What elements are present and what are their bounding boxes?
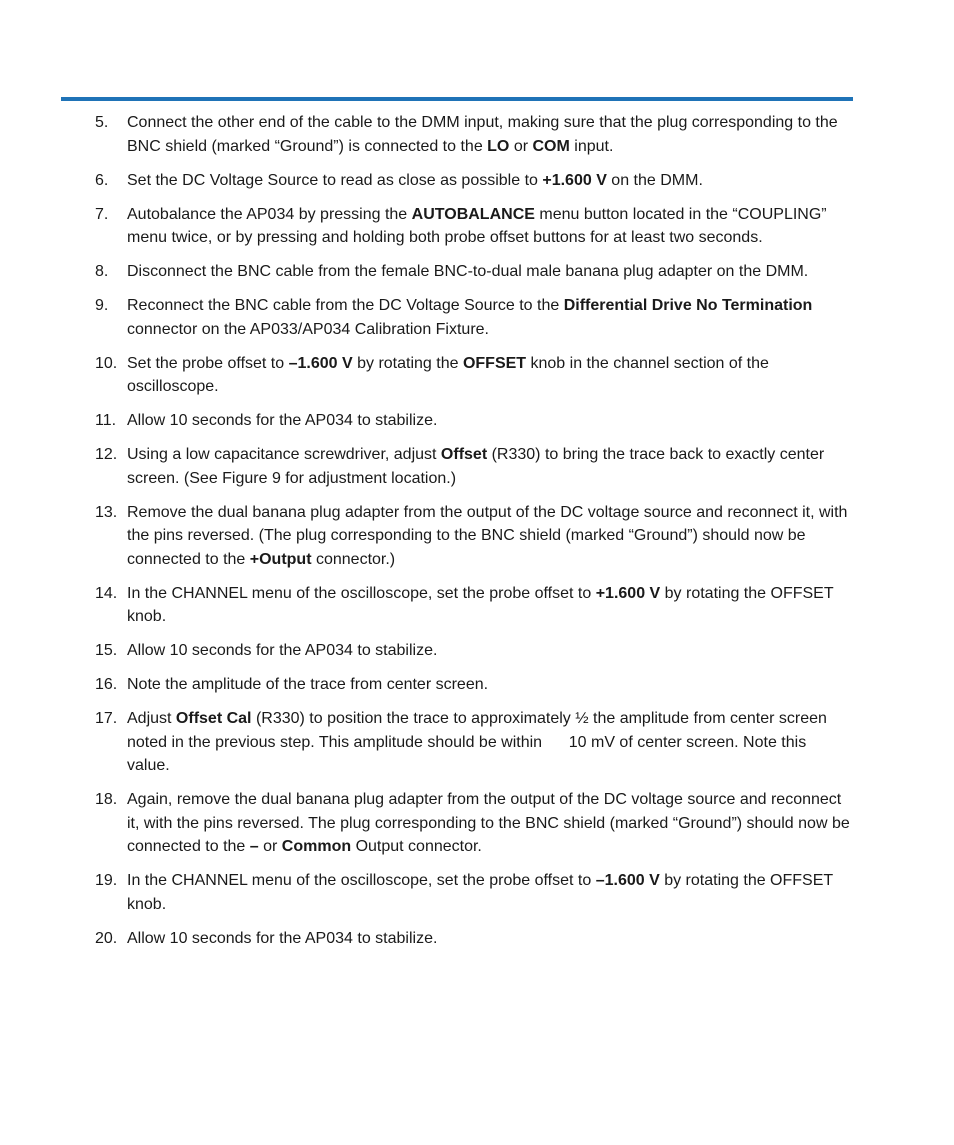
step-number: 7. (95, 205, 109, 223)
text-run: or (509, 137, 533, 155)
text-run: Using a low capacitance screwdriver, adjust (127, 446, 441, 463)
step-text (127, 869, 850, 916)
step-text (127, 673, 850, 697)
text-run: connector on the AP033/AP034 Calibration Fixture. (127, 320, 489, 338)
text-run: or (258, 838, 282, 855)
step-number: 12. (95, 446, 118, 463)
text-run: (R330) to bring the trace back to exactly center screen. (See Figure 9 for adjustment location.) (127, 446, 825, 487)
bold-term: +Output (249, 550, 312, 568)
step-text (127, 111, 850, 158)
text-run: input. (569, 137, 614, 155)
text-run: by rotating the OFFSET knob. (127, 872, 833, 913)
header-rule (61, 97, 853, 101)
step-text (127, 409, 850, 433)
bold-term: OFFSET (462, 354, 527, 372)
bold-term: Offset (440, 446, 488, 463)
procedure-step (95, 294, 850, 341)
step-text (127, 927, 850, 951)
text-run: Allow 10 seconds for the AP034 to stabilize. (127, 642, 438, 659)
text-run: Disconnect the BNC cable from the female BNC-to-dual male banana plug adapter on the DMM. (127, 263, 809, 280)
text-run: Allow 10 seconds for the AP034 to stabilize. (127, 929, 438, 947)
bold-term: +1.600 V (542, 171, 607, 189)
step-text (127, 443, 850, 490)
text-run: Output connector. (351, 838, 482, 855)
text-run: knob in the channel section of the oscilloscope. (127, 354, 769, 395)
step-number: 5. (95, 114, 109, 131)
procedure-steps (95, 111, 850, 961)
procedure-step (95, 409, 850, 433)
bold-term: –1.600 V (595, 872, 660, 889)
text-run: Connect the other end of the cable to the DMM input, making sure that the plug corresponding to the BNC shield (marked “Ground”) is connected to the (127, 114, 838, 155)
text-run: Set the probe offset to (127, 354, 289, 372)
bold-term: LO (487, 137, 510, 155)
procedure-step (95, 169, 850, 193)
procedure-step (95, 673, 850, 697)
text-run: Adjust (127, 710, 176, 727)
step-text (127, 169, 850, 193)
step-text (127, 352, 850, 399)
step-text (127, 294, 850, 341)
step-number: 17. (95, 710, 118, 727)
text-run: In the CHANNEL menu of the oscilloscope, set the probe offset to (127, 872, 596, 889)
procedure-step (95, 707, 850, 778)
step-number: 8. (95, 263, 109, 280)
text-run: connector.) (311, 550, 396, 568)
step-number: 18. (95, 791, 118, 808)
text-run: In the CHANNEL menu of the oscilloscope, set the probe offset to (127, 584, 596, 602)
step-text (127, 203, 850, 250)
step-number: 6. (95, 171, 109, 189)
step-number: 20. (95, 929, 118, 947)
text-run: Set the DC Voltage Source to read as close as possible to (127, 171, 543, 189)
procedure-step (95, 443, 850, 490)
bold-term: –1.600 V (288, 354, 353, 372)
bold-term: – (249, 838, 259, 855)
procedure-step (95, 927, 850, 951)
text-run: Remove the dual banana plug adapter from the output of the DC voltage source and reconnect it, with the pins reversed. (The plug corresponding to the BNC shield (marked “Ground”) should now be connected to the (127, 503, 848, 568)
step-number: 13. (95, 503, 118, 521)
bold-term: +1.600 V (595, 584, 661, 602)
procedure-step (95, 260, 850, 284)
bold-term: COM (532, 137, 570, 155)
bold-term: Common (281, 838, 352, 855)
step-number: 15. (95, 642, 118, 659)
text-run: Autobalance the AP034 by pressing the (127, 205, 412, 223)
procedure-step (95, 501, 850, 572)
step-text (127, 639, 850, 663)
step-text (127, 788, 850, 859)
text-run: Note the amplitude of the trace from center screen. (127, 676, 489, 693)
step-text (127, 260, 850, 284)
text-run: menu button located in the “COUPLING” menu twice, or by pressing and holding both probe offset buttons for at least two seconds. (127, 205, 827, 246)
step-number: 16. (95, 676, 118, 693)
bold-term: AUTOBALANCE (411, 205, 535, 223)
text-run: by rotating the (352, 354, 463, 372)
procedure-step (95, 639, 850, 663)
bold-term: Offset Cal (175, 710, 252, 727)
procedure-step (95, 203, 850, 250)
step-number: 19. (95, 872, 118, 889)
text-run: Reconnect the BNC cable from the DC Voltage Source to the (127, 297, 564, 314)
step-number: 9. (95, 297, 109, 314)
procedure-step (95, 788, 850, 859)
step-text (127, 707, 850, 778)
bold-term: Differential Drive No Termination (563, 297, 813, 314)
text-run: Again, remove the dual banana plug adapter from the output of the DC voltage source and reconnect it, with the pins reversed. The plug corresponding to the BNC shield (marked “Ground”) should now be connected to the (127, 791, 850, 855)
step-text (127, 501, 850, 572)
procedure-step (95, 111, 850, 158)
text-run: on the DMM. (606, 171, 703, 189)
text-run: Allow 10 seconds for the AP034 to stabilize. (127, 412, 438, 429)
text-run: (R330) to position the trace to approximately ½ the amplitude from center screen noted in the previous step. This amplitude should be within 10 mV of center screen. Note this value. (127, 710, 827, 774)
procedure-step (95, 582, 850, 629)
procedure-step (95, 869, 850, 916)
step-number: 10. (95, 354, 118, 372)
text-run: by rotating the OFFSET knob. (127, 584, 834, 625)
step-text (127, 582, 850, 629)
step-number: 11. (95, 412, 117, 429)
step-number: 14. (95, 584, 118, 602)
procedure-step (95, 352, 850, 399)
